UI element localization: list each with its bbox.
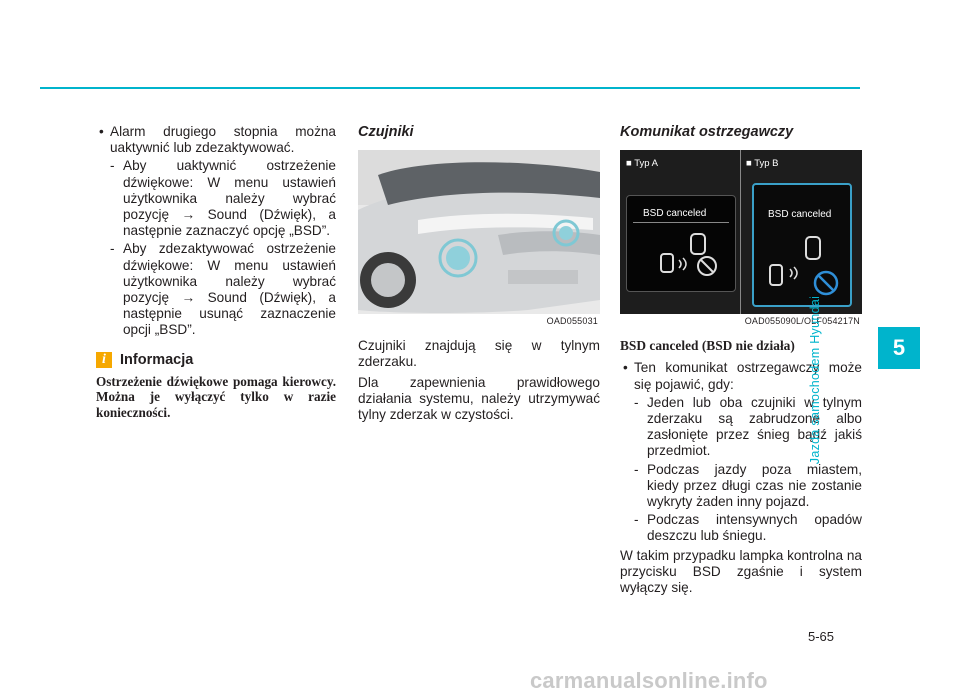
chapter-tab: 5	[878, 327, 920, 369]
column-left	[96, 124, 336, 420]
section-heading-sensors: Czujniki	[358, 124, 414, 140]
info-header	[96, 352, 336, 368]
figure-code: OAD055031	[546, 316, 598, 326]
sensor-figure	[358, 150, 600, 326]
sub-sensors-dirty: - Jeden lub oba czujniki w tylnym zderzaku są zabrudzone albo zasłonięte przez śnieg bądź jakiś przedmiot.	[620, 395, 862, 460]
figure-code: OAD055090L/OLF054217N	[744, 316, 860, 326]
sub-activate: - Aby uaktywnić ostrzeżenie dźwiękowe: W menu ustawień użytkownika należy wybrać pozycję → Sound (Dźwięk), a następnie zaznaczyć opcję „BSD”.	[96, 158, 336, 239]
bullet-alarm: • Alarm drugiego stopnia można uaktywnić lub zdezaktywować.	[96, 124, 336, 156]
page-number: 5-65	[808, 629, 835, 644]
chapter-title: Jazda samochodem Hyundai	[807, 295, 822, 465]
column-right	[620, 124, 862, 600]
column-middle	[358, 124, 600, 427]
warning-figure	[620, 150, 862, 326]
type-a-screen	[626, 195, 736, 292]
screen-message-a: BSD canceled	[643, 208, 707, 220]
watermark: carmanualsonline.info	[530, 668, 768, 693]
info-title: Informacja	[120, 351, 194, 368]
type-b-label: ■ Typ B	[746, 158, 779, 170]
sensor-clean-text: Dla zapewnienia prawidłowego działania systemu, należy utrzymywać tylny zderzak w czystości.	[358, 374, 600, 423]
header-rule	[40, 87, 860, 89]
bsd-canceled-title: BSD canceled (BSD nie działa)	[620, 338, 795, 354]
sub-deactivate: - Aby zdezaktywować ostrzeżenie dźwiękowe: W menu ustawień użytkownika należy wybrać pozycję → Sound (Dźwięk), a następnie usunąć zaznaczenie opcji „BSD”.	[96, 241, 336, 338]
sub-heavy-weather: - Podczas intensywnych opadów deszczu lub śniegu.	[620, 512, 862, 544]
section-heading-warning: Komunikat ostrzegawczy	[620, 124, 794, 140]
info-text: Ostrzeżenie dźwiękowe pomaga kierowcy. Można je wyłączyć tylko w razie konieczności.	[96, 373, 336, 420]
type-b-screen	[752, 183, 852, 307]
closing-text: W takim przypadku lampka kontrolna na przycisku BSD zgaśnie i system wyłączy się.	[620, 547, 862, 596]
bsd-disabled-icon	[655, 232, 725, 282]
bsd-disabled-icon-b	[764, 235, 844, 300]
cluster-display-illustration	[620, 150, 862, 314]
sub-rural-driving: - Podczas jazdy poza miastem, kiedy przez długi czas nie zostanie wykryty żaden inny pojazd.	[620, 462, 862, 511]
car-rear-illustration	[358, 150, 600, 314]
sensor-location-text: Czujniki znajdują się w tylnym zderzaku.	[358, 338, 600, 370]
bullet-message: • Ten komunikat ostrzegawczy może się pojawić, gdy:	[620, 360, 862, 392]
type-a-label: ■ Typ A	[626, 158, 658, 170]
info-icon: i	[96, 352, 112, 368]
screen-message-b: BSD canceled	[768, 209, 832, 221]
